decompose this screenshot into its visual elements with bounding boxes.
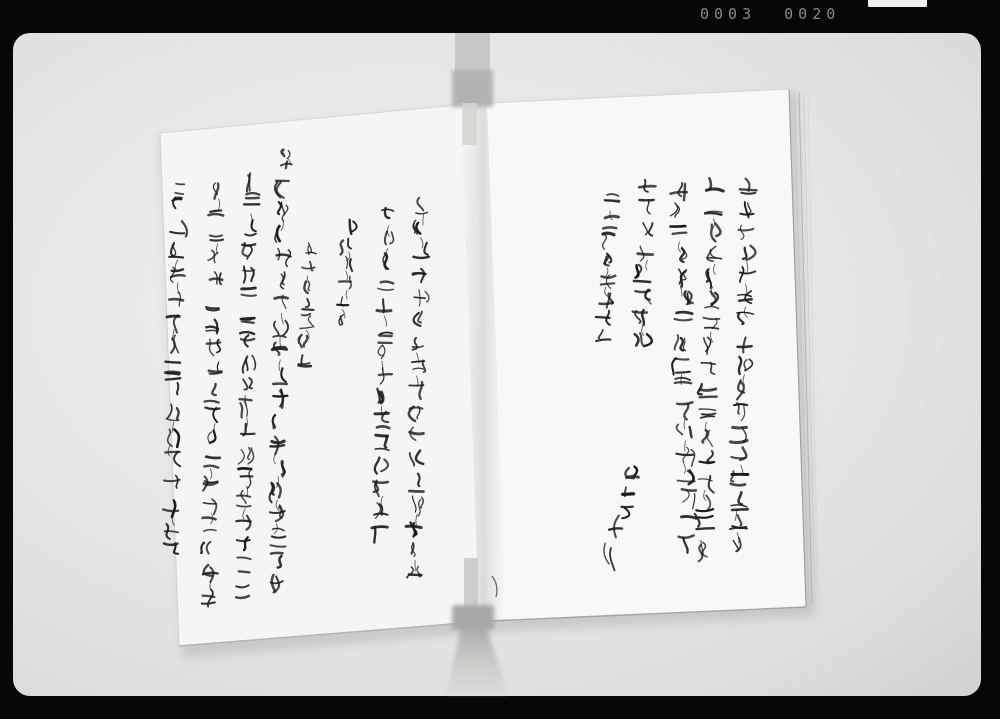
frame-counter: 0003 0020	[700, 5, 841, 23]
right-page	[468, 89, 806, 621]
